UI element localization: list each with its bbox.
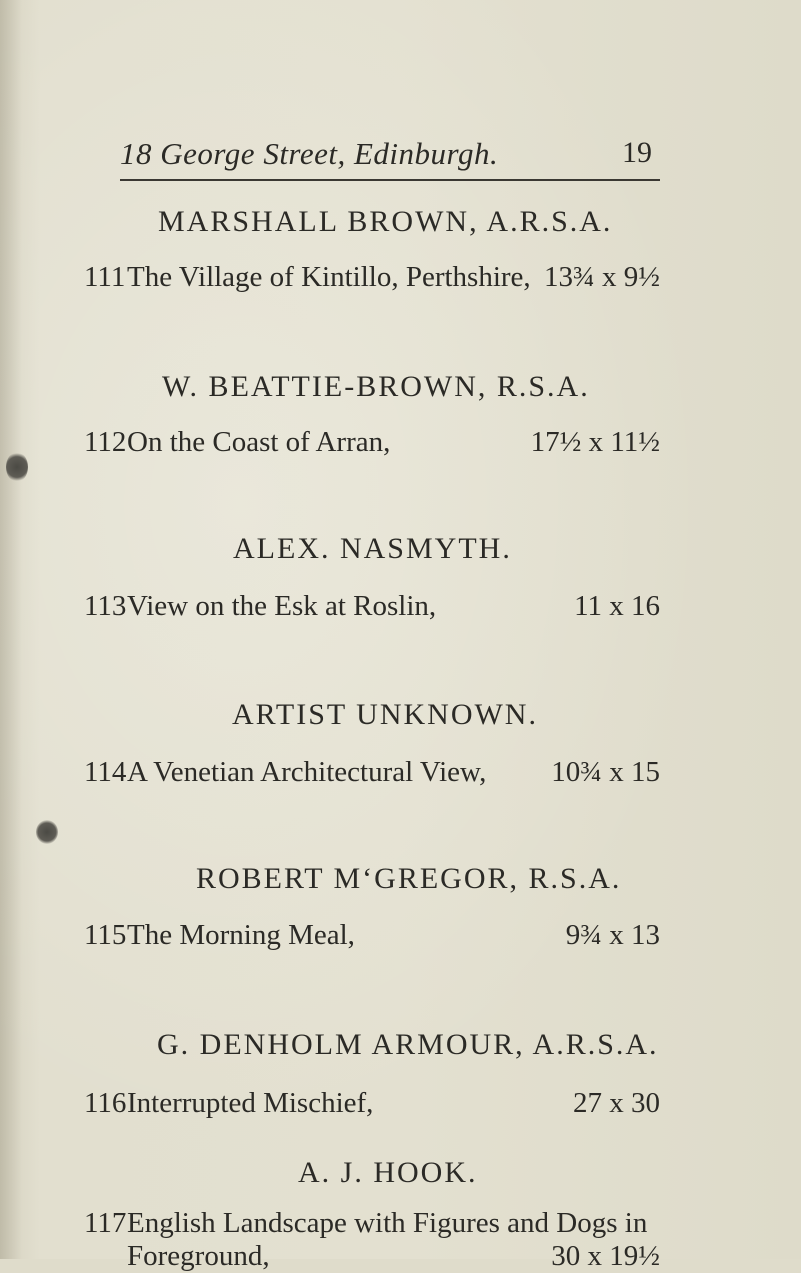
- page-number: 19: [622, 136, 652, 169]
- painting-title: The Village of Kintillo, Perthshire,: [127, 261, 531, 293]
- painting-title: On the Coast of Arran,: [127, 426, 391, 458]
- painting-title: The Morning Meal,: [127, 919, 355, 951]
- painting-size: 9¾ x 13: [565, 919, 660, 951]
- painting-title: English Landscape with Figures and Dogs in: [127, 1207, 648, 1239]
- artist-heading: MARSHALL BROWN, A.R.S.A.: [158, 205, 613, 238]
- painting-size: 10¾ x 15: [551, 756, 660, 788]
- painting-title-continuation: Foreground,: [127, 1240, 270, 1272]
- catalogue-entry: [84, 756, 660, 792]
- lot-number: 113: [84, 590, 127, 622]
- painting-title: Interrupted Mischief,: [127, 1087, 374, 1119]
- page-edge-shadow: [0, 0, 22, 1259]
- header-rule: [120, 179, 660, 181]
- ink-spot: [6, 452, 28, 482]
- catalogue-entry: [84, 1207, 660, 1243]
- catalogue-entry: [84, 261, 660, 297]
- ink-spot: [36, 820, 58, 844]
- catalogue-entry: [84, 919, 660, 955]
- artist-heading: W. BEATTIE-BROWN, R.S.A.: [162, 370, 590, 403]
- painting-title: View on the Esk at Roslin,: [127, 590, 437, 622]
- lot-number: 112: [84, 426, 127, 458]
- artist-heading: ROBERT M‘GREGOR, R.S.A.: [196, 862, 622, 895]
- painting-title: A Venetian Architectural View,: [127, 756, 487, 788]
- catalogue-entry-continuation: [127, 1240, 660, 1273]
- lot-number: 111: [84, 261, 126, 293]
- page-header: [120, 136, 660, 176]
- lot-number: 114: [84, 756, 127, 788]
- header-title: 18 George Street, Edinburgh.: [120, 136, 499, 171]
- painting-size: 27 x 30: [573, 1087, 660, 1119]
- painting-size: 13¾ x 9½: [544, 261, 660, 293]
- artist-heading: G. DENHOLM ARMOUR, A.R.S.A.: [157, 1028, 659, 1061]
- painting-size: 17½ x 11½: [530, 426, 660, 458]
- artist-heading: A. J. HOOK.: [298, 1156, 478, 1189]
- catalogue-entry: [84, 426, 660, 462]
- artist-heading: ARTIST UNKNOWN.: [232, 698, 538, 731]
- painting-size: 30 x 19½: [551, 1240, 660, 1272]
- catalogue-entry: [84, 590, 660, 626]
- lot-number: 115: [84, 919, 127, 951]
- lot-number: 116: [84, 1087, 127, 1119]
- painting-size: 11 x 16: [574, 590, 660, 622]
- lot-number: 117: [84, 1207, 127, 1239]
- catalogue-entry: [84, 1087, 660, 1123]
- artist-heading: ALEX. NASMYTH.: [233, 532, 512, 565]
